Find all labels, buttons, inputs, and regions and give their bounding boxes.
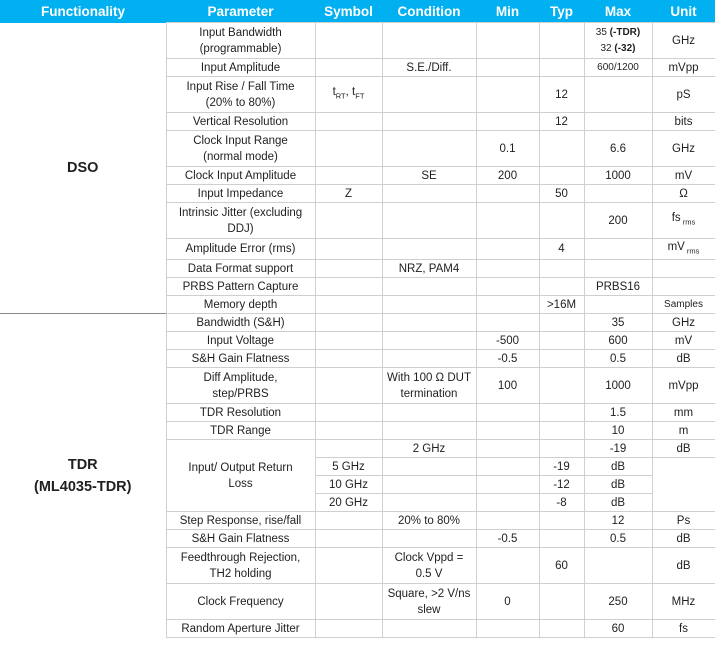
typ-cell [539,260,584,278]
condition-cell [382,239,476,260]
condition-cell [382,548,476,584]
cell-line: Input/ Output Return [188,461,293,474]
max-cell [584,620,652,638]
max-cell [584,512,652,530]
parameter-cell [166,239,315,260]
parameter-cell [166,185,315,203]
max-cell [584,77,652,113]
typ-cell [476,476,539,494]
typ-cell [539,23,584,59]
symbol-cell [315,314,382,332]
cell-line: 6.6 [610,142,626,155]
typ-cell [539,620,584,638]
cell-line: 1000 [605,379,631,392]
cell-line: 1000 [605,169,631,182]
min-cell: 200 [476,167,539,185]
min-cell: 0.1 [476,131,539,167]
parameter-cell [166,368,315,404]
parameter-cell [166,296,315,314]
header-row [0,0,715,23]
cell-line: 200 [608,214,628,227]
unit-cell: m [652,422,715,440]
max-cell [584,260,652,278]
header-functionality: Functionality [0,0,166,23]
condition-cell [382,440,476,458]
cell-line: Input Impedance [197,187,284,200]
symbol-cell [315,296,382,314]
max-cell [584,203,652,239]
typ-cell: >16M [539,296,584,314]
symbol-cell: Z [315,185,382,203]
max-cell [584,368,652,404]
typ-cell: 12 [539,113,584,131]
typ-cell: 60 [539,548,584,584]
cell-line: With 100 Ω DUT [386,371,471,384]
parameter-cell [166,620,315,638]
cell-line: (ML4035-TDR) [34,479,132,496]
min-cell [476,113,539,131]
symbol-cell [315,278,382,296]
min-cell [476,59,539,77]
parameter-cell [166,404,315,422]
cell-line: Random Aperture Jitter [181,622,300,635]
header-parameter: Parameter [166,0,315,23]
parameter-cell [166,167,315,185]
cell-line: Amplitude Error (rms) [185,243,296,256]
cell-line: -19 [609,442,627,455]
cell-line: (20% to 80%) [205,96,276,109]
symbol-cell [315,404,382,422]
condition-cell [382,59,476,77]
condition-cell [315,458,382,476]
unit-cell: dB [584,476,652,494]
unit-subscript: rms [684,246,700,256]
cell-line: 0.5 [610,352,626,365]
cell-line: -19 [553,460,570,473]
max-cell [539,494,584,512]
unit-cell: Samples [652,296,715,314]
cell-line: Step Response, rise/fall [179,514,302,527]
cell-line: Clock Input Range [193,134,288,147]
parameter-cell [166,548,315,584]
unit-cell: GHz [652,314,715,332]
cell-line: 0.5 [610,532,626,545]
max-cell [584,185,652,203]
typ-cell [539,314,584,332]
cell-line: 5 GHz [332,460,365,473]
max-cell [584,440,652,458]
condition-cell [382,260,476,278]
typ-cell [539,332,584,350]
typ-cell [476,494,539,512]
parameter-cell [166,59,315,77]
symbol-cell [315,23,382,59]
typ-cell [539,512,584,530]
cell-line: Input Amplitude [200,61,281,74]
condition-cell [382,368,476,404]
variant-tag: (-32) [614,42,636,54]
cell-line: Vertical Resolution [192,115,289,128]
unit-cell: GHz [652,131,715,167]
cell-line: 60 [611,622,625,635]
condition-cell [315,494,382,512]
min-cell [476,203,539,239]
parameter-cell [166,584,315,620]
typ-cell [539,131,584,167]
min-cell [382,494,476,512]
unit-cell: mVpp [652,368,715,404]
max-cell [584,296,652,314]
header-min: Min [476,0,539,23]
typ-cell [539,530,584,548]
header-unit: Unit [652,0,715,23]
parameter-cell [166,260,315,278]
symbol-cell [315,260,382,278]
symbol-cell: $t_{RT}$, $t_{FT}$ [315,77,382,113]
min-cell [476,548,539,584]
parameter-cell [166,203,315,239]
header-symbol: Symbol [315,0,382,23]
unit-cell: mV $_{rms}$ [652,239,715,260]
unit-cell: dB [652,530,715,548]
typ-cell [539,404,584,422]
cell-line: Bandwidth (S&H) [196,316,285,329]
condition-cell [382,332,476,350]
typ-cell [539,203,584,239]
min-cell [476,440,539,458]
symbol-cell [315,59,382,77]
parameter-cell [166,440,315,512]
parameter-cell [166,278,315,296]
unit-cell: dB [652,548,715,584]
min-cell [382,476,476,494]
cell-line: 35 [611,316,625,329]
symbol-cell [315,584,382,620]
cell-line: slew [417,603,441,616]
condition-cell [382,530,476,548]
min-cell [476,314,539,332]
min-cell: 100 [476,368,539,404]
cell-line: 2 GHz [412,442,446,455]
max-cell [584,113,652,131]
parameter-cell [166,422,315,440]
max-cell [584,239,652,260]
min-cell: -0.5 [476,350,539,368]
parameter-cell [166,332,315,350]
condition-cell [315,476,382,494]
unit-cell: mV [652,332,715,350]
cell-line: (normal mode) [203,150,278,163]
cell-line: TDR [67,457,98,474]
header-condition: Condition [382,0,476,23]
cell-line: S&H Gain Flatness [191,532,290,545]
symbol-subscript: FT [355,91,365,101]
max-cell [584,23,652,59]
typ-cell [539,350,584,368]
typ-cell: 4 [539,239,584,260]
max-cell [584,548,652,584]
condition-cell [382,314,476,332]
condition-cell [382,296,476,314]
cell-line: Clock Frequency [197,595,284,608]
cell-line: NRZ, PAM4 [398,262,460,275]
cell-line: Clock Input Amplitude [184,169,297,182]
parameter-cell [166,512,315,530]
symbol-cell [315,167,382,185]
cell-line: step/PRBS [212,387,269,400]
parameter-cell [166,131,315,167]
min-cell [476,296,539,314]
min-cell: -0.5 [476,530,539,548]
unit-cell: dB [584,494,652,512]
symbol-cell [315,548,382,584]
cell-line: S.E./Diff. [406,61,452,74]
cell-line: 20% to 80% [397,514,460,527]
unit-cell: mV [652,167,715,185]
symbol-cell [315,422,382,440]
min-cell [476,185,539,203]
min-cell [476,23,539,59]
unit-cell: GHz [652,23,715,59]
cell-line: Memory depth [203,298,278,311]
min-cell [476,422,539,440]
unit-cell: dB [584,458,652,476]
cell-line: 32 (-32) [600,42,636,54]
cell-line: Input Voltage [206,334,275,347]
cell-line: 250 [608,595,628,608]
symbol-cell [315,239,382,260]
condition-cell [382,422,476,440]
symbol-cell [315,332,382,350]
unit-cell: mVpp [652,59,715,77]
cell-line: Data Format support [187,262,294,275]
parameter-cell [166,113,315,131]
max-cell [584,404,652,422]
condition-cell [382,512,476,530]
condition-cell [382,167,476,185]
max-cell [584,314,652,332]
header-max: Max [584,0,652,23]
cell-line: Intrinsic Jitter (excluding [178,206,303,219]
unit-cell: dB [652,440,715,458]
unit-cell: fs [652,620,715,638]
cell-line: 10 GHz [329,478,368,491]
min-cell [476,620,539,638]
min-cell [476,278,539,296]
cell-line: TDR Resolution [199,406,282,419]
max-cell [584,131,652,167]
cell-line: TDR Range [210,424,271,437]
table-row [0,23,715,59]
cell-line: -12 [553,478,570,491]
cell-line: Loss [228,477,253,490]
max-cell [584,278,652,296]
functionality-cell [0,23,166,314]
condition-cell [382,620,476,638]
spec-body [0,23,715,638]
typ-cell [539,167,584,185]
max-cell [584,350,652,368]
max-cell [584,422,652,440]
symbol-cell [315,440,382,458]
unit-cell: mm [652,404,715,422]
unit-cell: Ps [652,512,715,530]
min-cell: -500 [476,332,539,350]
symbol-cell [315,368,382,404]
symbol-cell [315,512,382,530]
max-cell [584,332,652,350]
parameter-cell [166,77,315,113]
symbol-cell [315,350,382,368]
min-cell [476,404,539,422]
unit-cell: dB [652,350,715,368]
typ-cell [539,440,584,458]
cell-line: 0.5 V [415,567,443,580]
symbol-cell [315,131,382,167]
max-cell [584,167,652,185]
condition-cell [382,350,476,368]
cell-line: 12 [611,514,625,527]
cell-line: SE [421,169,437,182]
parameter-cell [166,23,315,59]
cell-line: -8 [556,496,567,509]
typ-cell [539,59,584,77]
cell-line: 600 [608,334,628,347]
unit-subscript: rms [680,217,696,227]
symbol-cell [315,620,382,638]
typ-cell: 50 [539,185,584,203]
min-cell: 0 [476,584,539,620]
symbol-cell [315,203,382,239]
max-cell [539,476,584,494]
cell-line: PRBS Pattern Capture [182,280,299,293]
cell-line: 1.5 [610,406,626,419]
typ-cell [476,458,539,476]
condition-cell [382,584,476,620]
cell-line: 600/1200 [597,61,639,73]
unit-cell: Ω [652,185,715,203]
min-cell [476,239,539,260]
cell-line: termination [400,387,458,400]
cell-line: Clock Vppd = [394,551,464,564]
condition-cell [382,131,476,167]
unit-cell [652,260,715,278]
condition-cell [382,404,476,422]
cell-line: Input Bandwidth [199,26,282,39]
table-row [0,314,715,332]
functionality-cell [0,314,166,638]
unit-cell [652,278,715,296]
typ-cell [539,422,584,440]
condition-cell [382,113,476,131]
condition-cell [382,278,476,296]
cell-line: DDJ) [227,222,254,235]
variant-tag: (-TDR) [609,26,641,38]
header-typ: Typ [539,0,584,23]
condition-cell [382,77,476,113]
cell-line: 35 (-TDR) [595,26,641,38]
cell-line: Square, >2 V/ns [387,587,471,600]
cell-line: Diff Amplitude, [203,371,278,384]
cell-line: (programmable) [199,42,282,55]
min-cell [476,512,539,530]
min-cell [382,458,476,476]
symbol-cell [315,113,382,131]
cell-line: DSO [67,159,99,176]
typ-cell [539,368,584,404]
cell-line: PRBS16 [595,280,641,293]
unit-cell: bits [652,113,715,131]
condition-cell [382,23,476,59]
cell-line: Input Rise / Fall Time [186,80,295,93]
min-cell [476,260,539,278]
cell-line: Feedthrough Rejection, [180,551,301,564]
symbol-subscript: RT [335,91,346,101]
condition-cell [382,185,476,203]
unit-cell: fs $_{rms}$ [652,203,715,239]
cell-line: 10 [611,424,625,437]
max-cell [584,584,652,620]
cell-line: TH2 holding [209,567,272,580]
typ-cell: 12 [539,77,584,113]
unit-cell: MHz [652,584,715,620]
max-cell [584,59,652,77]
typ-cell [539,278,584,296]
symbol-cell [315,530,382,548]
parameter-cell [166,530,315,548]
condition-cell [382,203,476,239]
max-cell [539,458,584,476]
unit-cell: pS [652,77,715,113]
cell-line: S&H Gain Flatness [191,352,290,365]
parameter-cell [166,350,315,368]
parameter-cell [166,314,315,332]
typ-cell [539,584,584,620]
min-cell [476,77,539,113]
max-cell [584,530,652,548]
cell-line: 20 GHz [329,496,368,509]
